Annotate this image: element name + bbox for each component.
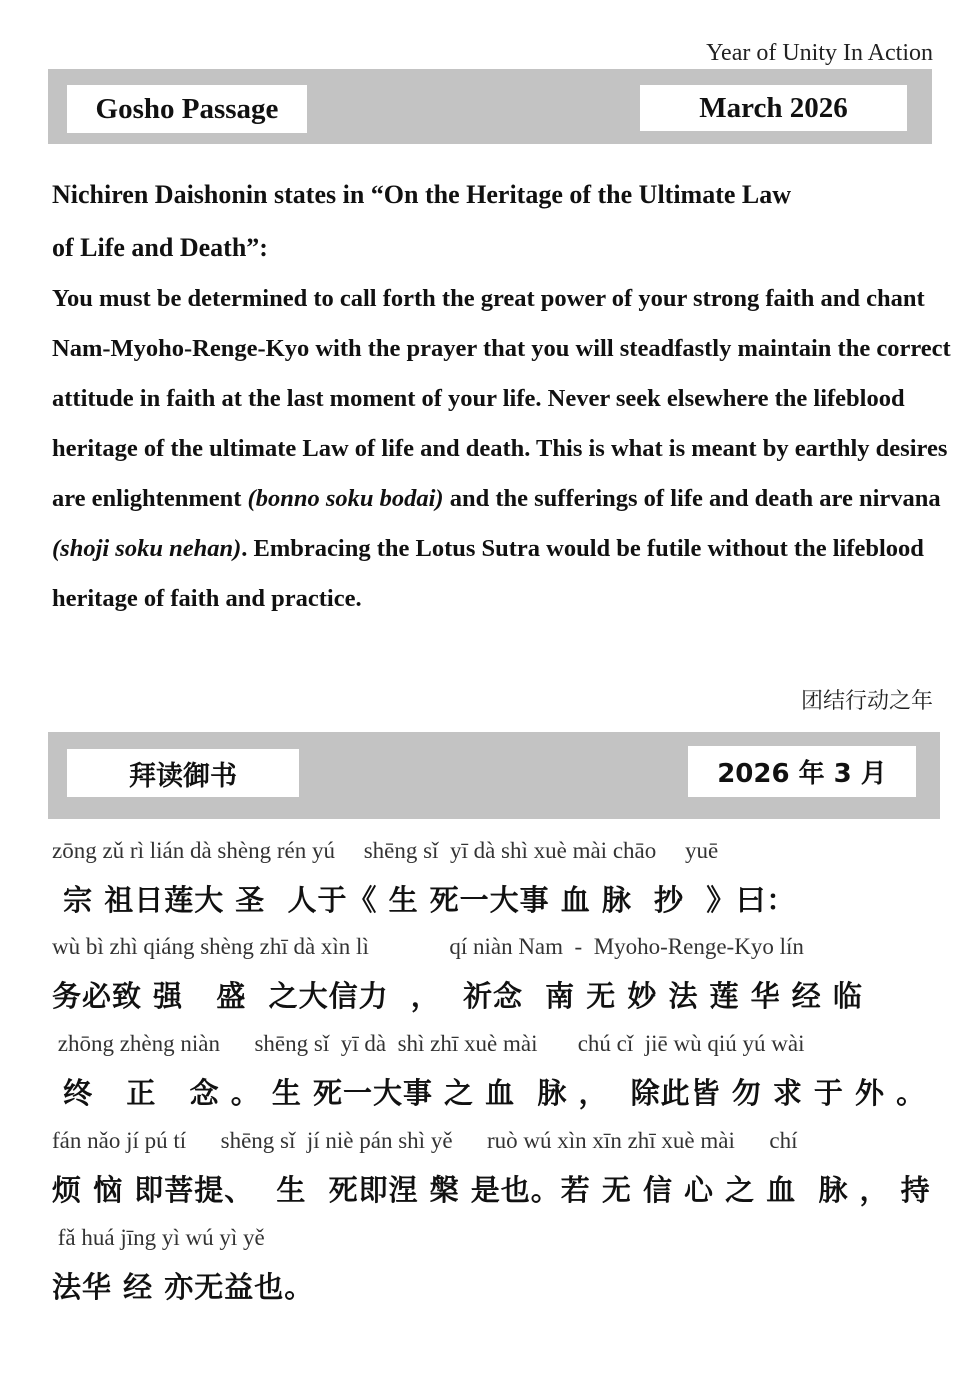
intro-line-2: of Life and Death”: (52, 233, 268, 262)
year-theme-en: Year of Unity In Action (706, 40, 933, 66)
quote-part-1: You must be determined to call forth the great power of your strong faith and chant Nam-Myoho-Renge-Kyo with the prayer that you will steadfastly maintain the correct attitude in faith at the last moment of your life. Never seek elsewhere the lifeblood heritage of the ultimate Law of life and death. This is what is meant by earthly desires are enlightenment (52, 285, 951, 512)
date-en: March 2026 (640, 85, 907, 131)
hanzi-line-5: 法华 经 亦无益也。 (52, 1270, 315, 1304)
pinyin-line-5: fǎ huá jīng yì wú yì yě (52, 1225, 265, 1250)
hanzi-line-1: 宗 祖日莲大 圣 人于《 生 死一大事 血 脉 抄 》曰： (52, 883, 797, 917)
pinyin-line-4: fán nǎo jí pú tí shēng sǐ jí niè pán shì yě ruò wú xìn xīn zhī xuè mài chí (52, 1128, 798, 1153)
date-cn: 2026 年 3 月 (688, 746, 916, 797)
gosho-quote-en (52, 274, 952, 624)
hanzi-line-4: 烦 恼 即菩提、 生 死即涅 槃 是也。若 无 信 心 之 血 脉 ， 持 (52, 1173, 931, 1207)
quote-part-2: and the sufferings of life and death are nirvana (443, 485, 941, 512)
hanzi-line-3: 终 正 念 。 生 死一大事 之 血 脉 ， 除此皆 勿 求 于 外 。 (52, 1076, 927, 1110)
hanzi-line-2: 务必致 强 盛 之大信力 ， 祈念 南 无 妙 法 莲 华 经 临 (52, 979, 863, 1013)
title-en: Gosho Passage (67, 85, 307, 133)
intro-text (52, 168, 952, 274)
title-cn: 拜读御书 (67, 749, 299, 797)
quote-part-3: . Embracing the Lotus Sutra would be futile without the lifeblood heritage of faith and practice. (52, 535, 924, 612)
pinyin-line-3: zhōng zhèng niàn shēng sǐ yī dà shì zhī xuè mài chú cǐ jiē wù qiú yú wài (52, 1031, 805, 1056)
pinyin-line-2: wù bì zhì qiáng shèng zhī dà xìn lì qí niàn Nam - Myoho-Renge-Kyo lín (52, 934, 804, 959)
year-theme-cn: 团结行动之年 (800, 689, 933, 714)
quote-term-1: (bonno soku bodai) (247, 485, 444, 512)
pinyin-line-1: zōng zǔ rì lián dà shèng rén yú shēng sǐ yī dà shì xuè mài chāo yuē (52, 838, 719, 863)
intro-line-1: Nichiren Daishonin states in “On the Heritage of the Ultimate Law (52, 180, 792, 209)
quote-term-2: (shoji soku nehan) (52, 535, 242, 562)
